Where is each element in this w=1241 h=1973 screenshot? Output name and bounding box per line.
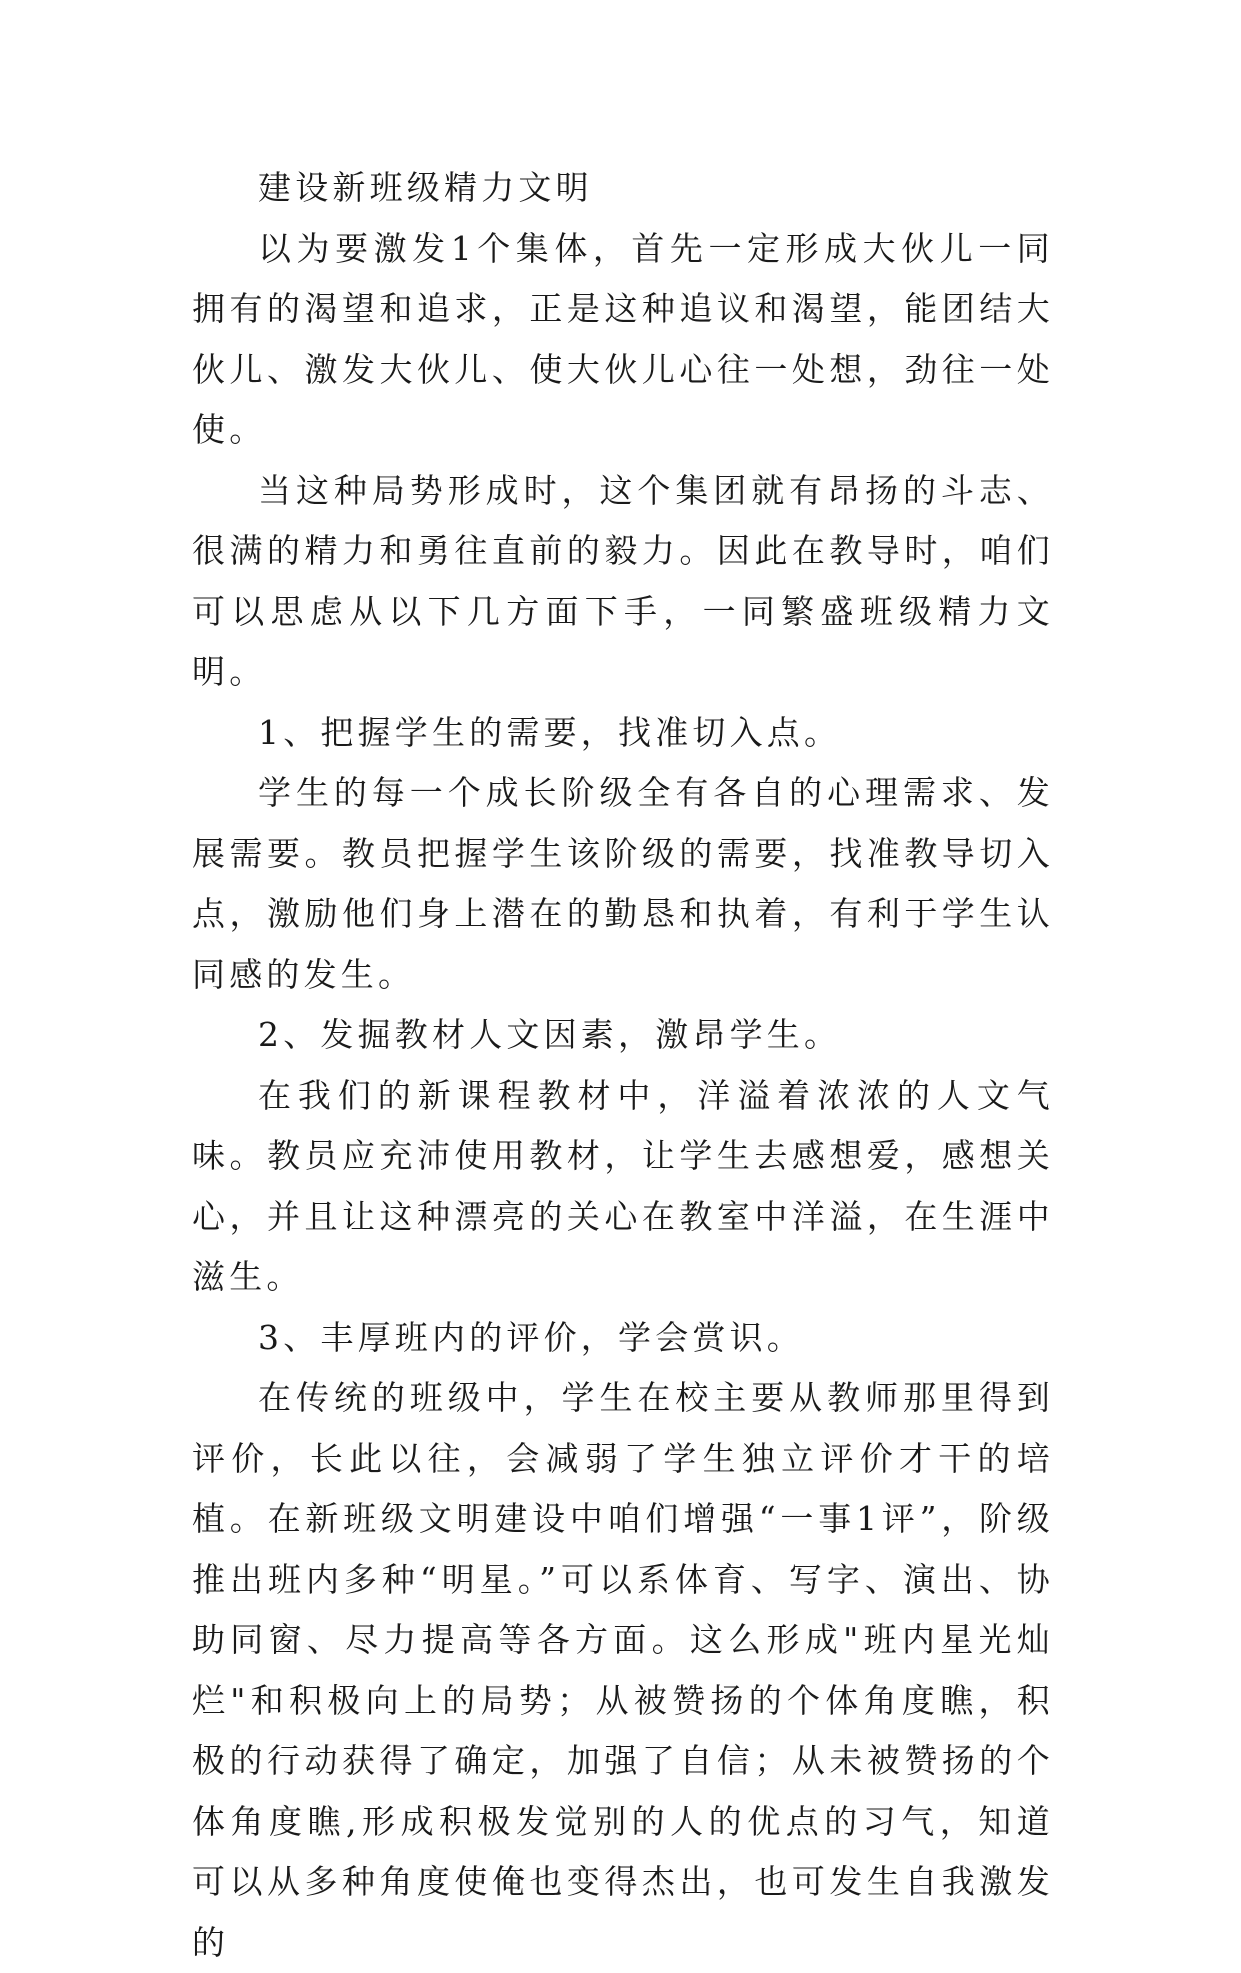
paragraph: 在传统的班级中，学生在校主要从教师那里得到评价，长此以往，会减弱了学生独立评价才干的培植。在新班级文明建设中咱们增强“一事1评”，阶级推出班内多种“明星。”可以系体育、写字、演出、协助同窗、尽力提高等各方面。这么形成"班内星光灿烂"和积极向上的局势；从被赞扬的个体角度瞧，积极的行动获得了确定，加强了自信；从未被赞扬的个体角度瞧,形成积极发觉别的人的优点的习气，知道可以从多种角度使俺也变得杰出，也可发生自我激发的 (192, 1378, 1054, 1962)
paragraph: 当这种局势形成时，这个集团就有昂扬的斗志、很满的精力和勇往直前的毅力。因此在教导时，咱们可以思虑从以下几方面下手，一同繁盛班级精力文明。 (192, 470, 1054, 691)
paragraph: 学生的每一个成长阶级全有各自的心理需求、发展需要。教员把握学生该阶级的需要，找准教导切入点，激励他们身上潜在的勤恳和执着，有利于学生认同感的发生。 (192, 773, 1054, 994)
document-body (192, 158, 1054, 1973)
paragraph: 以为要激发1个集体，首先一定形成大伙儿一同拥有的渴望和追求，正是这种追议和渴望，能团结大伙儿、激发大伙儿、使大伙儿心往一处想，劲往一处使。 (192, 228, 1054, 449)
section-heading: 3、丰厚班内的评价，学会赏识。 (258, 1317, 804, 1357)
section-heading: 2、发掘教材人文因素，激昂学生。 (258, 1015, 842, 1054)
section-heading: 1、把握学生的需要，找准切入点。 (258, 712, 842, 752)
document-title: 建设新班级精力文明 (258, 168, 593, 207)
paragraph: 在我们的新课程教材中，洋溢着浓浓的人文气味。教员应充沛使用教材，让学生去感想爱，感想关心，并且让这种漂亮的关心在教室中洋溢，在生涯中滋生。 (192, 1075, 1054, 1296)
